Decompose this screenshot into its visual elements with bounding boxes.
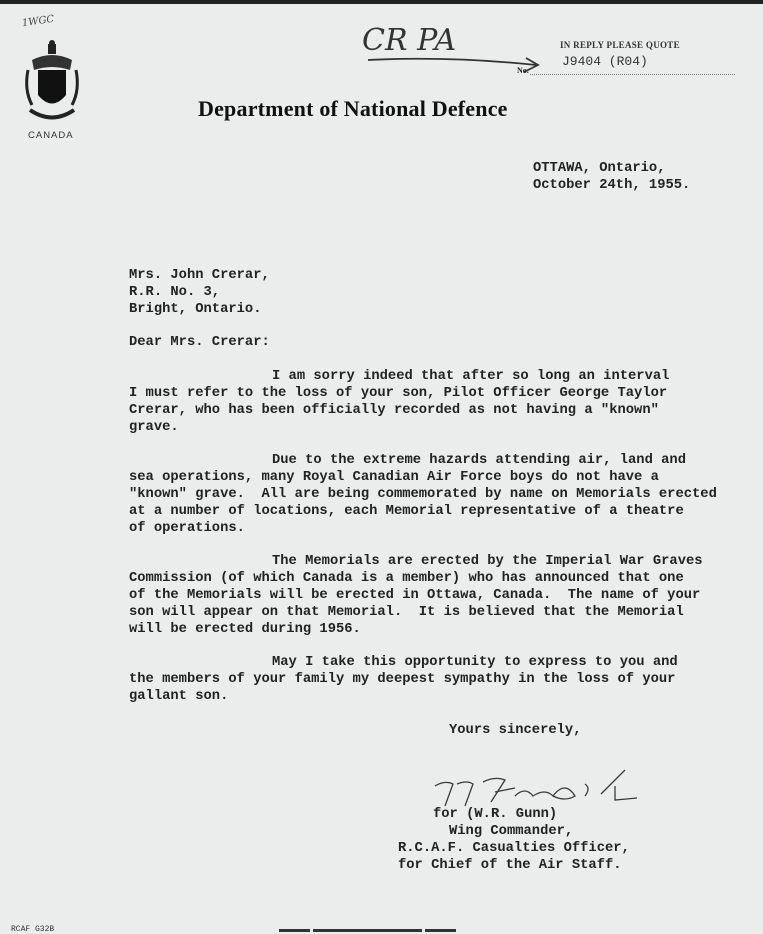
scan-edge xyxy=(0,0,763,4)
paragraph-line: at a number of locations, each Memorial representative of a theatre xyxy=(129,504,684,519)
signature-block-line: Wing Commander, xyxy=(449,824,574,839)
paragraph-line: son will appear on that Memorial. It is believed that the Memorial xyxy=(129,605,684,620)
paragraph-line: "known" grave. All are being commemorated by name on Memorials erected xyxy=(129,487,717,502)
number-label: No. xyxy=(517,66,529,75)
reference-dotted-line xyxy=(530,74,735,75)
paragraph-line: grave. xyxy=(129,420,179,435)
paragraph-line: sea operations, many Royal Canadian Air Force boys do not have a xyxy=(129,470,659,485)
paragraph-line: The Memorials are erected by the Imperial War Graves xyxy=(272,554,703,569)
address-line: Mrs. John Crerar, xyxy=(129,268,270,283)
paragraph-line: of operations. xyxy=(129,521,245,536)
form-code: RCAF G32B xyxy=(11,925,55,934)
paragraph-line: May I take this opportunity to express to you and xyxy=(272,655,678,670)
place-line: OTTAWA, Ontario, xyxy=(533,161,666,176)
paragraph-line: I must refer to the loss of your son, Pilot Officer George Taylor xyxy=(129,386,668,401)
reply-quote-label: IN REPLY PLEASE QUOTE xyxy=(560,40,680,50)
paragraph-line: will be erected during 1956. xyxy=(129,622,361,637)
paragraph-line: gallant son. xyxy=(129,689,229,704)
signature-block-line: R.C.A.F. Casualties Officer, xyxy=(398,841,630,856)
paragraph-line: of the Memorials will be erected in Ottawa, Canada. The name of your xyxy=(129,588,701,603)
paragraph-line: Due to the extreme hazards attending air, land and xyxy=(272,453,686,468)
corner-handwritten-note: 1WGC xyxy=(21,13,55,30)
paragraph-line: the members of your family my deepest sympathy in the loss of your xyxy=(129,672,676,687)
paragraph-line: I am sorry indeed that after so long an interval xyxy=(272,369,670,384)
paragraph-line: Commission (of which Canada is a member) who has announced that one xyxy=(129,571,684,586)
signature-block-line: for (W.R. Gunn) xyxy=(433,807,558,822)
reference-number: J9404 (R04) xyxy=(562,54,648,69)
address-line: R.R. No. 3, xyxy=(129,285,221,300)
address-line: Bright, Ontario. xyxy=(129,302,262,317)
signature-block-line: for Chief of the Air Staff. xyxy=(398,858,622,873)
department-title: Department of National Defence xyxy=(198,96,508,121)
paragraph-line: Crerar, who has been officially recorded as not having a "known" xyxy=(129,403,659,418)
salutation: Dear Mrs. Crerar: xyxy=(129,335,270,350)
country-label: CANADA xyxy=(28,130,74,141)
date-line: October 24th, 1955. xyxy=(533,178,691,193)
handwritten-note-text: CR PA xyxy=(362,23,457,58)
canada-coat-of-arms-icon xyxy=(22,40,82,125)
closing: Yours sincerely, xyxy=(449,723,582,738)
